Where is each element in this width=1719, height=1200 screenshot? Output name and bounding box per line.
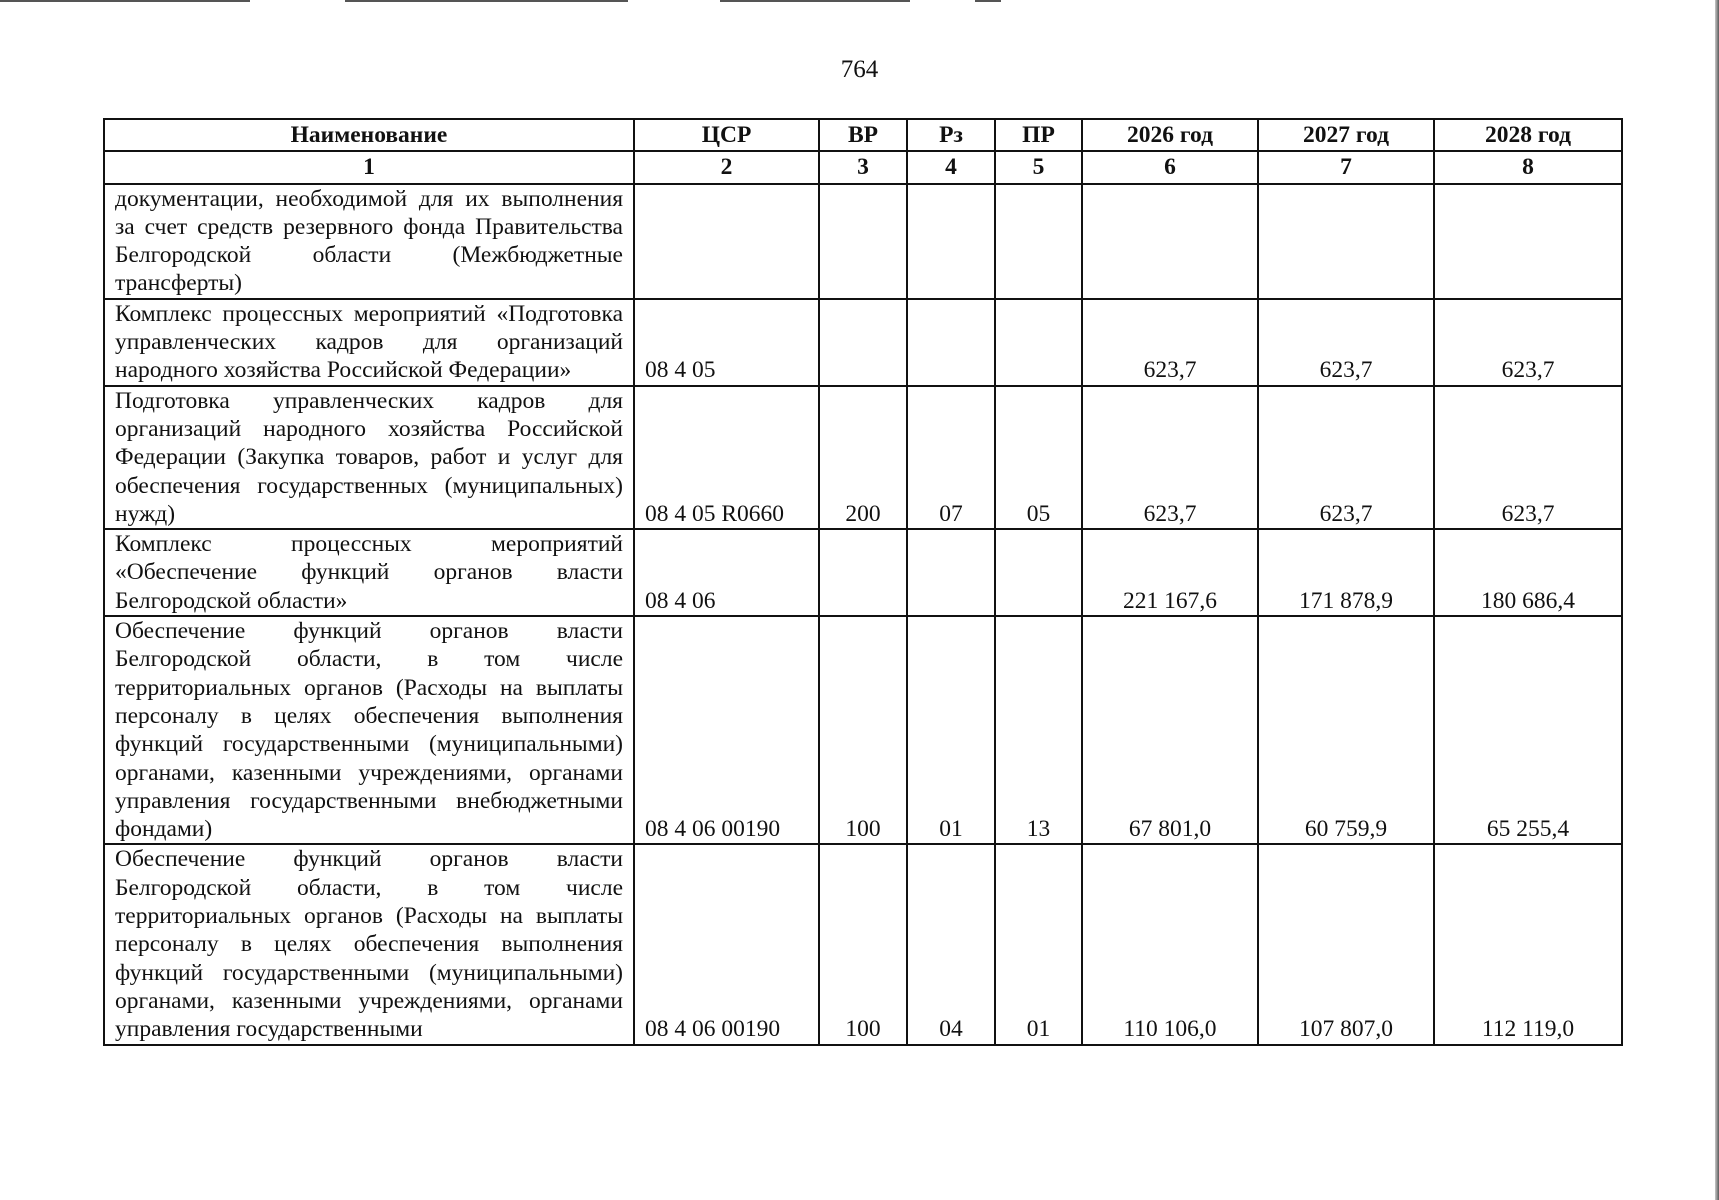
row-csr [634,184,819,299]
row-pr [995,299,1082,386]
column-number: 3 [819,151,907,183]
row-csr: 08 4 05 [634,299,819,386]
column-number: 4 [907,151,995,183]
row-2028: 112 119,0 [1434,844,1622,1044]
row-rz: 04 [907,844,995,1044]
row-2027: 623,7 [1258,386,1434,529]
header-csr: ЦСР [634,119,819,151]
row-vr [819,184,907,299]
header-2028: 2028 год [1434,119,1622,151]
row-name: Комплекс процессных мероприятий «Подготовка управленческих кадров для организаций народного хозяйства Российской Федерации» [104,299,634,386]
row-csr: 08 4 06 [634,529,819,616]
page-edge-shadow [1715,0,1719,1200]
row-2026 [1082,184,1258,299]
row-vr: 100 [819,616,907,844]
header-pr: ПР [995,119,1082,151]
column-number: 2 [634,151,819,183]
row-2027: 107 807,0 [1258,844,1434,1044]
row-vr: 100 [819,844,907,1044]
row-2028: 180 686,4 [1434,529,1622,616]
column-number: 5 [995,151,1082,183]
header-2027: 2027 год [1258,119,1434,151]
row-2028: 65 255,4 [1434,616,1622,844]
row-name: Комплекс процессных мероприятий «Обеспечение функций органов власти Белгородской области» [104,529,634,616]
row-2026: 110 106,0 [1082,844,1258,1044]
row-pr [995,529,1082,616]
table-row [104,844,1622,1044]
table-row [104,529,1622,616]
row-csr: 08 4 06 00190 [634,616,819,844]
header-2026: 2026 год [1082,119,1258,151]
row-vr [819,299,907,386]
column-number: 6 [1082,151,1258,183]
row-name: Обеспечение функций органов власти Белгородской области, в том числе территориальных органов (Расходы на выплаты персоналу в целях обеспечения выполнения функций государственными (муниципальными) органами, казенными учреждениями, органами управления государственными внебюджетными фондами) [104,616,634,844]
row-rz [907,529,995,616]
header-row [104,119,1622,151]
table-row [104,299,1622,386]
row-pr [995,184,1082,299]
row-name: документации, необходимой для их выполнения за счет средств резервного фонда Правительства Белгородской области (Межбюджетные трансферты) [104,184,634,299]
table-row [104,386,1622,529]
row-rz: 07 [907,386,995,529]
scan-artifact-line [0,0,250,2]
row-csr: 08 4 06 00190 [634,844,819,1044]
table-row [104,184,1622,299]
scan-artifact-line [720,0,910,2]
row-name: Обеспечение функций органов власти Белгородской области, в том числе территориальных органов (Расходы на выплаты персоналу в целях обеспечения выполнения функций государственными (муниципальными) органами, казенными учреждениями, органами управления государственными [104,844,634,1044]
scan-artifact-line [345,0,628,2]
budget-table [103,118,1623,1046]
row-rz: 01 [907,616,995,844]
row-pr: 05 [995,386,1082,529]
column-number: 8 [1434,151,1622,183]
row-pr: 13 [995,616,1082,844]
page-number: 764 [840,56,879,83]
row-2028: 623,7 [1434,299,1622,386]
row-2026: 67 801,0 [1082,616,1258,844]
row-2027: 60 759,9 [1258,616,1434,844]
scan-artifact-line [975,0,1001,2]
header-rz: Рз [907,119,995,151]
column-number: 1 [104,151,634,183]
row-2027 [1258,184,1434,299]
row-rz [907,184,995,299]
table-row [104,616,1622,844]
row-vr: 200 [819,386,907,529]
header-vr: ВР [819,119,907,151]
row-pr: 01 [995,844,1082,1044]
column-number: 7 [1258,151,1434,183]
row-csr: 08 4 05 R0660 [634,386,819,529]
row-2027: 171 878,9 [1258,529,1434,616]
row-2028: 623,7 [1434,386,1622,529]
header-name: Наименование [104,119,634,151]
row-2026: 221 167,6 [1082,529,1258,616]
row-vr [819,529,907,616]
row-name: Подготовка управленческих кадров для организаций народного хозяйства Российской Федерации (Закупка товаров, работ и услуг для обеспечения государственных (муниципальных) нужд) [104,386,634,529]
row-2027: 623,7 [1258,299,1434,386]
row-rz [907,299,995,386]
row-2026: 623,7 [1082,299,1258,386]
column-number-row [104,151,1622,183]
row-2028 [1434,184,1622,299]
row-2026: 623,7 [1082,386,1258,529]
